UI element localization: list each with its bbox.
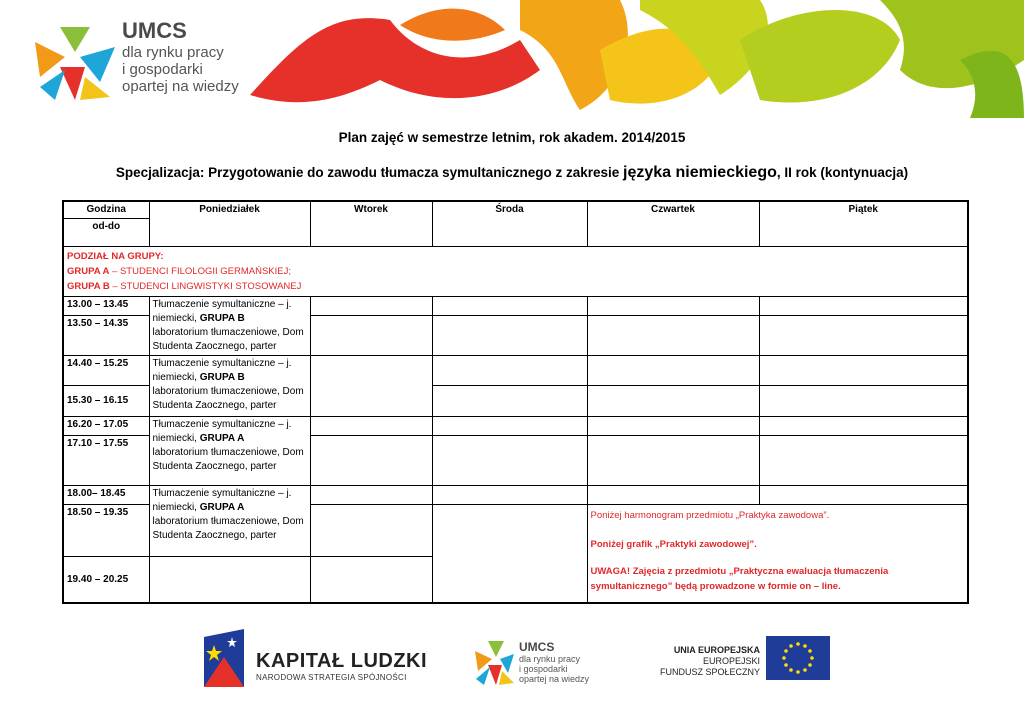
time-slot: 17.10 – 17.55 <box>63 436 149 485</box>
empty-cell <box>432 417 587 436</box>
empty-cell <box>759 355 968 385</box>
ue-line3: FUNDUSZ SPOŁECZNY <box>659 667 760 677</box>
eu-flag-icon <box>766 636 830 680</box>
empty-cell <box>759 485 968 504</box>
time-slot: 14.40 – 15.25 <box>63 355 149 385</box>
empty-cell <box>310 436 432 485</box>
header-day: Poniedziałek <box>149 201 310 247</box>
empty-cell <box>432 296 587 316</box>
umcs-small-title: UMCS <box>519 640 555 654</box>
umcs-logo-icon <box>30 22 120 102</box>
empty-cell <box>587 386 759 417</box>
group-b-text: – STUDENCI LINGWISTYKI STOSOWANEJ <box>109 281 302 293</box>
kapital-ludzki-title: KAPITAŁ LUDZKI <box>256 650 428 672</box>
empty-cell <box>587 316 759 356</box>
ue-line2: EUROPEJSKI <box>702 656 760 666</box>
empty-cell <box>432 436 587 485</box>
empty-cell <box>759 296 968 316</box>
group-b-label: GRUPA B <box>67 281 110 293</box>
empty-cell <box>432 386 587 417</box>
umcs-logo-line: opartej na wiedzy <box>122 78 239 95</box>
page-title: Plan zajęć w semestrze letnim, rok akadem. 2014/2015 <box>338 130 686 145</box>
group-a-label: GRUPA A <box>67 266 110 278</box>
empty-cell <box>310 504 432 556</box>
time-slot: 15.30 – 16.15 <box>63 386 149 417</box>
group-a-line <box>67 264 964 279</box>
time-slot: 18.00– 18.45 <box>63 485 149 504</box>
course-group: GRUPA A <box>199 433 245 445</box>
ue-line1: UNIA EUROPEJSKA <box>673 645 760 655</box>
course-room: laboratorium tłumaczeniowe, Dom Studenta Zaocznego, parter <box>152 326 304 352</box>
empty-cell <box>759 316 968 356</box>
course-cell <box>149 296 310 355</box>
course-cell <box>149 485 310 556</box>
time-slot: 13.50 – 14.35 <box>63 316 149 356</box>
header-day: Piątek <box>759 201 968 247</box>
empty-cell <box>310 557 432 603</box>
umcs-logo-title: UMCS <box>122 18 187 43</box>
header-od-do: od-do <box>63 219 149 247</box>
course-name: Tłumaczenie symultaniczne – j. niemiecki, <box>152 419 292 445</box>
schedule-table <box>62 200 969 604</box>
course-name: Tłumaczenie symultaniczne – j. niemiecki, <box>152 357 292 383</box>
time-slot: 19.40 – 20.25 <box>63 557 149 603</box>
specialization-language: języka niemieckiego <box>623 164 777 181</box>
notes-cell <box>587 504 968 603</box>
group-a-text: – STUDENCI FILOLOGII GERMAŃSKIEJ; <box>109 266 291 278</box>
kapital-ludzki-logo-icon <box>202 627 246 689</box>
empty-cell <box>432 485 587 504</box>
course-group: GRUPA A <box>199 501 245 513</box>
course-name: Tłumaczenie symultaniczne – j. niemiecki, <box>152 487 292 513</box>
umcs-logo-text <box>122 18 239 95</box>
specialization-title <box>0 164 1024 182</box>
empty-cell <box>310 485 432 504</box>
umcs-logo-line: dla rynku pracy <box>122 44 224 61</box>
empty-cell <box>587 355 759 385</box>
course-group: GRUPA B <box>199 312 245 324</box>
empty-cell <box>310 296 432 316</box>
header-day: Wtorek <box>310 201 432 247</box>
specialization-suffix: , II rok (kontynuacja) <box>776 165 909 180</box>
empty-cell <box>759 436 968 485</box>
umcs-small-text <box>519 640 589 684</box>
course-room: laboratorium tłumaczeniowe, Dom Studenta Zaocznego, parter <box>152 447 304 473</box>
course-name: Tłumaczenie symultaniczne – j. niemiecki, <box>152 298 292 324</box>
umcs-small-line: dla rynku pracy <box>519 654 581 664</box>
umcs-small-logo-icon <box>472 639 516 689</box>
empty-cell <box>432 316 587 356</box>
header-godzina: Godzina <box>63 201 149 219</box>
course-group: GRUPA B <box>199 371 245 383</box>
course-cell <box>149 417 310 485</box>
ue-text <box>600 645 760 678</box>
empty-cell <box>587 485 759 504</box>
kapital-ludzki-subtitle: NARODOWA STRATEGIA SPÓJNOŚCI <box>256 673 407 682</box>
header-banner <box>0 0 1024 118</box>
umcs-small-line: i gospodarki <box>519 664 568 674</box>
course-room: laboratorium tłumaczeniowe, Dom Studenta Zaocznego, parter <box>152 385 304 411</box>
header-day: Środa <box>432 201 587 247</box>
empty-cell <box>310 355 432 416</box>
header-day: Czwartek <box>587 201 759 247</box>
groups-info-cell <box>63 247 968 296</box>
group-b-line <box>67 279 964 294</box>
empty-cell <box>587 296 759 316</box>
empty-cell <box>149 557 310 603</box>
note-praktyka: Poniżej harmonogram przedmiotu „Praktyka zawodowa”. <box>590 509 830 521</box>
course-cell <box>149 355 310 416</box>
note-grafik: Poniżej grafik „Praktyki zawodowej”. <box>590 538 757 550</box>
time-slot: 16.20 – 17.05 <box>63 417 149 436</box>
specialization-prefix: Specjalizacja: Przygotowanie do zawodu tłumacza symultanicznego z zakresie <box>115 165 620 180</box>
empty-cell <box>759 417 968 436</box>
footer-logos <box>0 615 1024 725</box>
empty-cell <box>759 386 968 417</box>
empty-cell <box>310 417 432 436</box>
note-uwaga: UWAGA! Zajęcia z przedmiotu „Praktyczna ewaluacja tłumaczenia symultanicznego” będą prowadzone w formie on – line. <box>590 565 889 592</box>
umcs-small-line: opartej na wiedzy <box>519 674 590 684</box>
empty-cell <box>587 417 759 436</box>
time-slot: 13.00 – 13.45 <box>63 296 149 316</box>
course-room: laboratorium tłumaczeniowe, Dom Studenta Zaocznego, parter <box>152 515 304 541</box>
empty-cell <box>432 504 587 603</box>
kapital-ludzki-text <box>256 650 427 682</box>
empty-cell <box>310 316 432 356</box>
time-slot: 18.50 – 19.35 <box>63 504 149 556</box>
umcs-logo-line: i gospodarki <box>122 61 203 78</box>
groups-title: PODZIAŁ NA GRUPY: <box>67 251 164 263</box>
empty-cell <box>432 355 587 385</box>
empty-cell <box>587 436 759 485</box>
